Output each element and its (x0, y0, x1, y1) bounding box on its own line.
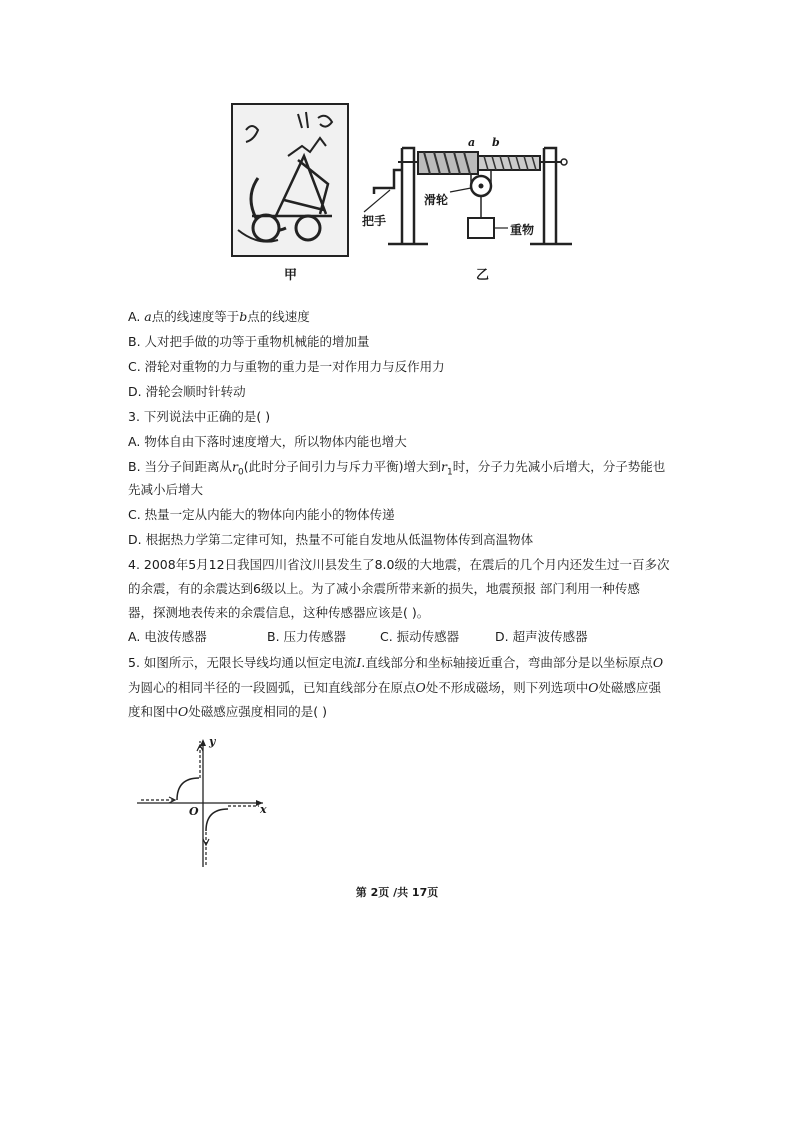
q4-option-d: D. 超声波传感器 (495, 629, 588, 644)
q3-option-b-line2: 先减小后增大 (128, 482, 204, 497)
axes-svg (135, 735, 275, 870)
q5-l2-suffix: 处磁感应强 (598, 680, 662, 695)
figure-yi-label: 乙 (476, 268, 490, 283)
q4-option-b: B. 压力传感器 (267, 629, 347, 644)
q2-a-middle: 点的线速度等于 (151, 309, 240, 324)
q3-b-prefix: B. 当分子间距离从 (128, 459, 233, 474)
var-b: b (239, 309, 248, 324)
figure-yi-drawing (364, 148, 572, 244)
q3-option-c: C. 热量一定从内能大的物体向内能小的物体传递 (128, 507, 395, 522)
q5-stem-line1 (128, 654, 663, 672)
var-r0: r (232, 459, 239, 474)
var-origin-o: O (652, 655, 664, 670)
q2-option-d: D. 滑轮会顺时针转动 (128, 384, 246, 399)
q3-stem: 3. 下列说法中正确的是( ) (128, 409, 271, 424)
q5-l3-prefix: 度和图中 (128, 704, 179, 719)
figure-jia-label: 甲 (284, 268, 298, 283)
q5-l1-middle: .直线部分和坐标轴接近重合，弯曲部分是以坐标原点 (361, 655, 653, 670)
page-footer: 第 2页 /共 17页 (355, 886, 439, 899)
q5-stem-line3 (128, 703, 327, 721)
label-b: b (492, 136, 500, 149)
q4-options (128, 627, 648, 645)
q2-option-a (128, 308, 310, 326)
q2-option-c: C. 滑轮对重物的力与重物的重力是一对作用力与反作用力 (128, 359, 445, 374)
var-r1-sub: 1 (447, 467, 453, 478)
q3-b-suffix: 时，分子力先减小后增大，分子势能也 (452, 459, 666, 474)
q3-option-b (128, 458, 665, 482)
var-a: a (144, 309, 152, 324)
q5-l1-prefix: 5. 如图所示，无限长导线均通以恒定电流 (128, 655, 357, 670)
q4-stem-line1: 4. 2008年5月12日我国四川省汶川县发生了8.0级的大地震，在震后的几个月内还发生过一百多次 (128, 557, 670, 572)
q2-a-suffix: 点的线速度 (247, 309, 310, 324)
q4-stem-line3: 器，探测地表传来的余震信息，这种传感器应该是( )。 (128, 605, 430, 620)
axis-y-label: y (209, 735, 216, 748)
label-pulley: 滑轮 (424, 193, 449, 207)
q5-l2-middle: 处不形成磁场，则下列选项中 (425, 680, 589, 695)
figure-jia-drawing (232, 104, 348, 256)
q3-option-a: A. 物体自由下落时速度增大，所以物体内能也增大 (128, 434, 407, 449)
var-origin-o: O (588, 680, 599, 695)
var-origin-o: O (178, 704, 189, 719)
label-weight: 重物 (510, 223, 535, 237)
var-r1: r (441, 459, 447, 474)
q3-b-middle: (此时分子间引力与斥力平衡)增大到 (243, 459, 442, 474)
var-origin-o: O (415, 680, 426, 695)
q2-a-prefix: A. (128, 309, 145, 324)
q5-l2-prefix: 为圆心的相同半径的一段圆弧，已知直线部分在原点 (128, 680, 416, 695)
q5-axes-figure (135, 735, 275, 870)
axis-x-label: x (260, 803, 267, 816)
q5-l3-suffix: 处磁感应强度相同的是( ) (188, 704, 327, 719)
q5-stem-line2 (128, 679, 661, 697)
var-current-i: I (356, 655, 362, 670)
apparatus-figure (228, 100, 588, 285)
label-handle: 把手 (362, 214, 387, 228)
label-a: a (468, 136, 476, 149)
q2-option-b: B. 人对把手做的功等于重物机械能的增加量 (128, 334, 370, 349)
var-r0-sub: 0 (238, 467, 244, 478)
q3-option-d: D. 根据热力学第二定律可知，热量不可能自发地从低温物体传到高温物体 (128, 532, 534, 547)
apparatus-svg (228, 100, 588, 285)
origin-label: O (189, 805, 199, 818)
q4-option-c: C. 振动传感器 (380, 629, 460, 644)
q4-stem-line2: 的余震，有的余震达到6级以上。为了减小余震所带来新的损失，地震预报 部门利用一种传感 (128, 581, 640, 596)
q4-option-a: A. 电波传感器 (128, 629, 207, 644)
